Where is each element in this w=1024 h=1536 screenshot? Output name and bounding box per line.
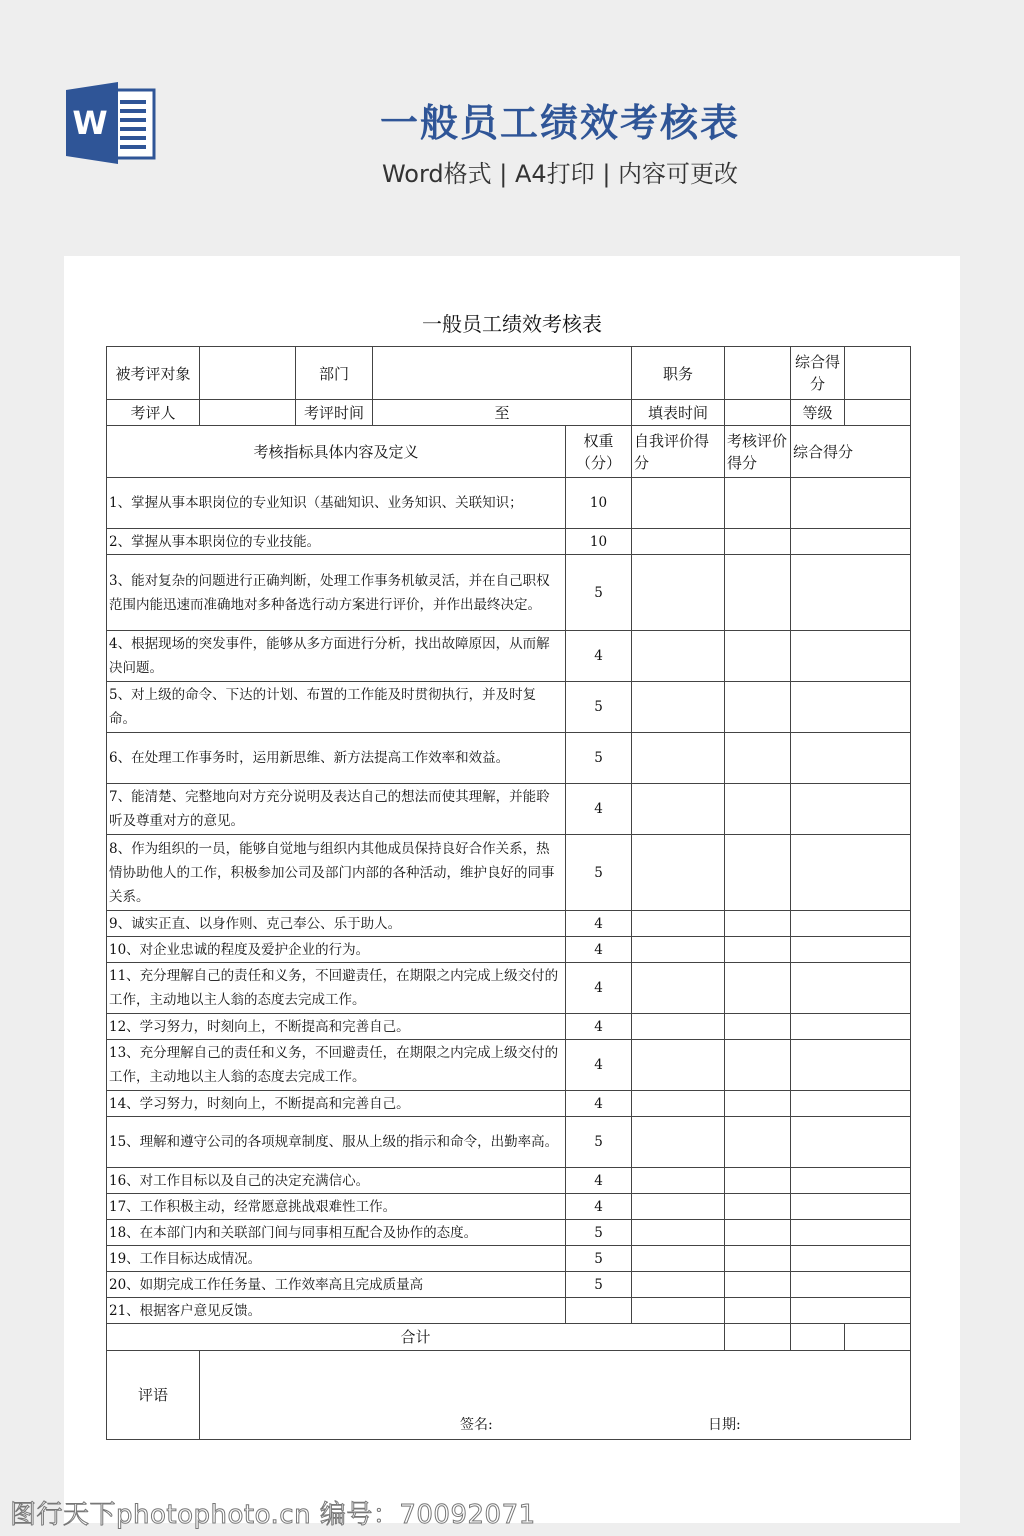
- column-header-weight: 权重（分）: [566, 426, 632, 478]
- table-row: [107, 911, 911, 937]
- criterion-weight: 4: [566, 963, 632, 1014]
- column-header-self-score: 自我评价得分: [632, 426, 725, 478]
- criterion-text: 5、对上级的命令、下达的计划、布置的工作能及时贯彻执行，并及时复命。: [107, 682, 566, 733]
- criterion-text: 7、能清楚、完整地向对方充分说明及表达自己的想法而使其理解，并能聆听及尊重对方的意见。: [107, 784, 566, 835]
- criterion-weight: 5: [566, 1272, 632, 1298]
- table-row: [107, 1246, 911, 1272]
- self-score-cell[interactable]: [632, 1091, 725, 1117]
- subject-field[interactable]: [200, 347, 296, 400]
- table-row: [107, 1220, 911, 1246]
- criterion-text: 11、充分理解自己的责任和义务，不回避责任，在期限之内完成上级交付的工作，主动地以主人翁的态度去完成工作。: [107, 963, 566, 1014]
- criterion-weight: [566, 1298, 632, 1324]
- table-row: [107, 784, 911, 835]
- grade-field[interactable]: [845, 400, 911, 426]
- criterion-text: 2、掌握从事本职岗位的专业技能。: [107, 529, 566, 555]
- self-score-cell[interactable]: [632, 911, 725, 937]
- criterion-text: 12、学习努力，时刻向上，不断提高和完善自己。: [107, 1014, 566, 1040]
- svg-text:W: W: [72, 104, 108, 142]
- table-row: [107, 1194, 911, 1220]
- remarks-row: [107, 1351, 911, 1440]
- review-score-cell[interactable]: [725, 1014, 791, 1040]
- self-score-cell[interactable]: [632, 835, 725, 911]
- review-score-cell[interactable]: [725, 529, 791, 555]
- review-score-cell[interactable]: [725, 963, 791, 1014]
- total-label: 合计: [107, 1324, 725, 1351]
- criterion-text: 19、工作目标达成情况。: [107, 1246, 566, 1272]
- self-score-cell[interactable]: [632, 555, 725, 631]
- table-row: [107, 478, 911, 529]
- overall-score-field[interactable]: [845, 347, 911, 400]
- review-score-cell[interactable]: [725, 1040, 791, 1091]
- subject-label: 被考评对象: [107, 347, 200, 400]
- table-row: [107, 631, 911, 682]
- banner-subtitle: Word格式 | A4打印 | 内容可更改: [381, 160, 739, 188]
- criterion-text: 21、根据客户意见反馈。: [107, 1298, 566, 1324]
- overall-score-cell[interactable]: [791, 529, 911, 555]
- total-row: [107, 1324, 911, 1351]
- review-score-cell[interactable]: [725, 1168, 791, 1194]
- assessment-table: [106, 425, 911, 1440]
- overall-score-cell[interactable]: [791, 631, 911, 682]
- criterion-weight: 4: [566, 1194, 632, 1220]
- self-score-cell[interactable]: [632, 631, 725, 682]
- overall-score-cell[interactable]: [791, 682, 911, 733]
- self-score-cell[interactable]: [632, 1168, 725, 1194]
- criterion-weight: 5: [566, 682, 632, 733]
- self-score-cell[interactable]: [632, 1220, 725, 1246]
- fill-date-label: 填表时间: [632, 400, 725, 426]
- overall-score-cell[interactable]: [791, 1014, 911, 1040]
- overall-score-cell[interactable]: [791, 1091, 911, 1117]
- remarks-field[interactable]: [200, 1351, 911, 1440]
- total-review-score[interactable]: [725, 1324, 791, 1351]
- criterion-text: 20、如期完成工作任务量、工作效率高且完成质量高: [107, 1272, 566, 1298]
- overall-score-label: 综合得分: [791, 347, 845, 400]
- document-title: 一般员工绩效考核表: [422, 312, 602, 336]
- criterion-weight: 4: [566, 1091, 632, 1117]
- table-row: [107, 555, 911, 631]
- review-score-cell[interactable]: [725, 555, 791, 631]
- self-score-cell[interactable]: [632, 478, 725, 529]
- review-score-cell[interactable]: [725, 1246, 791, 1272]
- overall-score-cell[interactable]: [791, 1272, 911, 1298]
- criterion-weight: 10: [566, 529, 632, 555]
- table-row: [107, 1014, 911, 1040]
- info-table: [106, 346, 911, 426]
- criterion-text: 16、对工作目标以及自己的决定充满信心。: [107, 1168, 566, 1194]
- review-score-cell[interactable]: [725, 1298, 791, 1324]
- criterion-weight: 4: [566, 911, 632, 937]
- table-row: [107, 733, 911, 784]
- criterion-text: 8、作为组织的一员，能够自觉地与组织内其他成员保持良好合作关系，热情协助他人的工作，积极参加公司及部门内部的各种活动，维护良好的同事关系。: [107, 835, 566, 911]
- overall-score-cell[interactable]: [791, 784, 911, 835]
- overall-score-cell[interactable]: [791, 1117, 911, 1168]
- reviewer-label: 考评人: [107, 400, 200, 426]
- review-score-cell[interactable]: [725, 682, 791, 733]
- review-score-cell[interactable]: [725, 1117, 791, 1168]
- date-label: 日期:: [708, 1417, 741, 1433]
- criterion-text: 17、工作积极主动，经常愿意挑战艰难性工作。: [107, 1194, 566, 1220]
- overall-score-cell[interactable]: [791, 963, 911, 1014]
- column-header-review-score: 考核评价得分: [725, 426, 791, 478]
- table-row: [107, 835, 911, 911]
- department-label: 部门: [296, 347, 373, 400]
- criterion-text: 13、充分理解自己的责任和义务，不回避责任，在期限之内完成上级交付的工作，主动地以主人翁的态度去完成工作。: [107, 1040, 566, 1091]
- overall-score-cell[interactable]: [791, 555, 911, 631]
- self-score-cell[interactable]: [632, 1014, 725, 1040]
- overall-score-cell[interactable]: [791, 478, 911, 529]
- grade-label: 等级: [791, 400, 845, 426]
- table-row: [107, 1272, 911, 1298]
- self-score-cell[interactable]: [632, 784, 725, 835]
- review-score-cell[interactable]: [725, 478, 791, 529]
- table-row: [107, 529, 911, 555]
- criterion-weight: 5: [566, 733, 632, 784]
- overall-score-cell[interactable]: [791, 1298, 911, 1324]
- fill-date-field[interactable]: [725, 400, 791, 426]
- total-overall-score-b[interactable]: [845, 1324, 911, 1351]
- remarks-label: 评语: [107, 1351, 200, 1440]
- department-field[interactable]: [373, 347, 632, 400]
- criterion-text: 18、在本部门内和关联部门间与同事相互配合及协作的态度。: [107, 1220, 566, 1246]
- review-score-cell[interactable]: [725, 911, 791, 937]
- criterion-text: 14、学习努力，时刻向上，不断提高和完善自己。: [107, 1091, 566, 1117]
- review-score-cell[interactable]: [725, 1272, 791, 1298]
- overall-score-cell[interactable]: [791, 1246, 911, 1272]
- position-label: 职务: [632, 347, 725, 400]
- banner-title: 一般员工绩效考核表: [379, 101, 740, 145]
- self-score-cell[interactable]: [632, 1298, 725, 1324]
- criterion-weight: 4: [566, 1168, 632, 1194]
- signature-label: 签名:: [460, 1417, 493, 1433]
- criterion-weight: 4: [566, 937, 632, 963]
- overall-score-cell[interactable]: [791, 1194, 911, 1220]
- self-score-cell[interactable]: [632, 1194, 725, 1220]
- criterion-weight: 4: [566, 1040, 632, 1091]
- self-score-cell[interactable]: [632, 963, 725, 1014]
- criterion-weight: 5: [566, 835, 632, 911]
- criterion-weight: 5: [566, 1117, 632, 1168]
- review-period-field[interactable]: 至: [373, 400, 632, 426]
- review-score-cell[interactable]: [725, 733, 791, 784]
- overall-score-cell[interactable]: [791, 835, 911, 911]
- review-score-cell[interactable]: [725, 1194, 791, 1220]
- table-row: [107, 682, 911, 733]
- review-score-cell[interactable]: [725, 937, 791, 963]
- total-overall-score-a[interactable]: [791, 1324, 845, 1351]
- self-score-cell[interactable]: [632, 529, 725, 555]
- review-score-cell[interactable]: [725, 1091, 791, 1117]
- review-score-cell[interactable]: [725, 1220, 791, 1246]
- table-row: [107, 1117, 911, 1168]
- reviewer-field[interactable]: [200, 400, 296, 426]
- criterion-text: 6、在处理工作事务时，运用新思维、新方法提高工作效率和效益。: [107, 733, 566, 784]
- column-header-overall-score: 综合得分: [791, 426, 911, 478]
- watermark: 图行天下photophoto.cn 编号：70092071: [10, 1500, 536, 1530]
- review-score-cell[interactable]: [725, 784, 791, 835]
- criterion-weight: 10: [566, 478, 632, 529]
- self-score-cell[interactable]: [632, 733, 725, 784]
- table-row: [107, 1040, 911, 1091]
- table-row: [107, 1298, 911, 1324]
- criterion-weight: 5: [566, 1246, 632, 1272]
- overall-score-cell[interactable]: [791, 911, 911, 937]
- criterion-weight: 4: [566, 784, 632, 835]
- table-row: [107, 1091, 911, 1117]
- review-score-cell[interactable]: [725, 835, 791, 911]
- criterion-text: 1、掌握从事本职岗位的专业知识（基础知识、业务知识、关联知识；: [107, 478, 566, 529]
- overall-score-cell[interactable]: [791, 733, 911, 784]
- criterion-text: 10、对企业忠诚的程度及爱护企业的行为。: [107, 937, 566, 963]
- self-score-cell[interactable]: [632, 1040, 725, 1091]
- self-score-cell[interactable]: [632, 682, 725, 733]
- column-header-content: 考核指标具体内容及定义: [107, 426, 566, 478]
- position-field[interactable]: [725, 347, 791, 400]
- self-score-cell[interactable]: [632, 1246, 725, 1272]
- criterion-weight: 4: [566, 631, 632, 682]
- overall-score-cell[interactable]: [791, 1040, 911, 1091]
- criterion-text: 9、诚实正直、以身作则、克己奉公、乐于助人。: [107, 911, 566, 937]
- self-score-cell[interactable]: [632, 1272, 725, 1298]
- overall-score-cell[interactable]: [791, 937, 911, 963]
- criterion-weight: 5: [566, 555, 632, 631]
- overall-score-cell[interactable]: [791, 1220, 911, 1246]
- review-period-label: 考评时间: [296, 400, 373, 426]
- table-row: [107, 963, 911, 1014]
- criterion-text: 4、根据现场的突发事件，能够从多方面进行分析，找出故障原因，从而解决问题。: [107, 631, 566, 682]
- overall-score-cell[interactable]: [791, 1168, 911, 1194]
- table-row: [107, 937, 911, 963]
- review-score-cell[interactable]: [725, 631, 791, 682]
- self-score-cell[interactable]: [632, 1117, 725, 1168]
- criterion-text: 3、能对复杂的问题进行正确判断，处理工作事务机敏灵活，并在自己职权范围内能迅速而准确地对多种备选行动方案进行评价，并作出最终决定。: [107, 555, 566, 631]
- word-doc-icon: [64, 82, 156, 164]
- criterion-weight: 4: [566, 1014, 632, 1040]
- criterion-text: 15、理解和遵守公司的各项规章制度、服从上级的指示和命令，出勤率高。: [107, 1117, 566, 1168]
- self-score-cell[interactable]: [632, 937, 725, 963]
- table-row: [107, 1168, 911, 1194]
- criterion-weight: 5: [566, 1220, 632, 1246]
